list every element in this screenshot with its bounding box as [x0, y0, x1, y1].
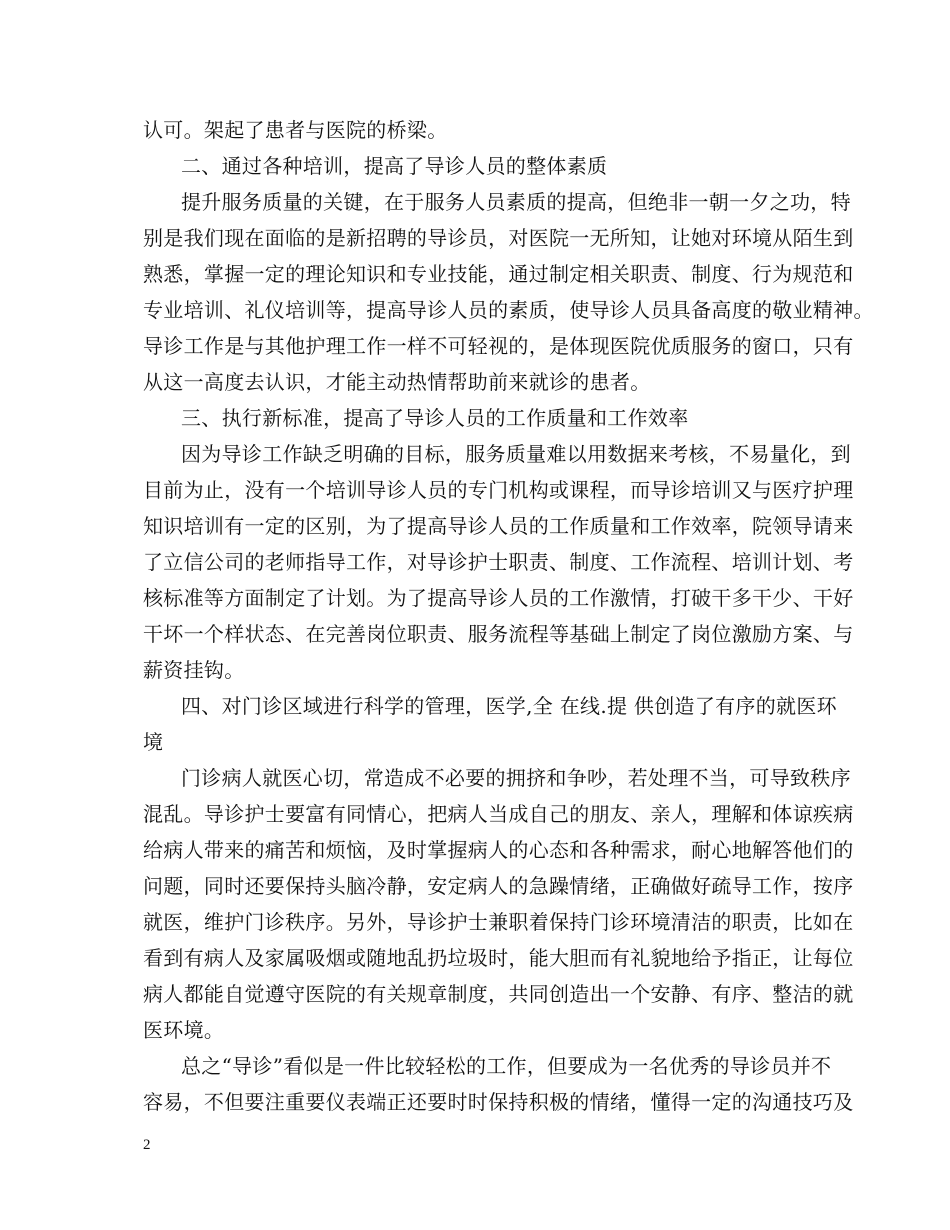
section-heading-2: 二、通过各种培训，提高了导诊人员的整体素质	[181, 154, 608, 178]
text-line: 容易，不但要注重要仪表端正还要时时保持积极的情绪，懂得一定的沟通技巧及	[143, 1090, 854, 1114]
text-line: 总之“导诊”看似是一件比较轻松的工作，但要成为一名优秀的导诊员并不	[181, 1054, 832, 1078]
text-line: 认可。架起了患者与医院的桥梁。	[143, 118, 448, 142]
text-line: 病人都能自觉遵守医院的有关规章制度，共同创造出一个安静、有序、整洁的就	[143, 982, 854, 1006]
text-line: 医环境。	[143, 1018, 225, 1042]
text-line: 给病人带来的痛苦和烦恼，及时掌握病人的心态和各种需求，耐心地解答他们的	[143, 838, 854, 862]
text-line: 别是我们现在面临的是新招聘的导诊员，对医院一无所知，让她对环境从陌生到	[143, 226, 854, 250]
text-line: 从这一高度去认识，才能主动热情帮助前来就诊的患者。	[143, 370, 651, 394]
text-line: 导诊工作是与其他护理工作一样不可轻视的，是体现医院优质服务的窗口，只有	[143, 334, 854, 358]
text-line: 因为导诊工作缺乏明确的目标，服务质量难以用数据来考核，不易量化，到	[181, 442, 851, 466]
text-line: 提升服务质量的关键，在于服务人员素质的提高，但绝非一朝一夕之功，特	[181, 190, 851, 214]
page-number: 2	[143, 1137, 151, 1153]
text-line: 就医，维护门诊秩序。另外，导诊护士兼职着保持门诊环境清洁的职责，比如在	[143, 910, 854, 934]
text-line: 核标准等方面制定了计划。为了提高导诊人员的工作激情，打破干多干少、干好	[143, 586, 854, 610]
text-line: 看到有病人及家属吸烟或随地乱扔垃圾时，能大胆而有礼貌地给予指正，让每位	[143, 946, 854, 970]
body-text	[143, 112, 874, 1120]
section-heading-4: 四、对门诊区域进行科学的管理，医学,全 在线.提 供创造了有序的就医环	[181, 694, 837, 718]
text-line: 目前为止，没有一个培训导诊人员的专门机构或课程，而导诊培训又与医疗护理	[143, 478, 854, 502]
text-line: 门诊病人就医心切，常造成不必要的拥挤和争吵，若处理不当，可导致秩序	[181, 766, 851, 790]
text-line: 混乱。导诊护士要富有同情心，把病人当成自己的朋友、亲人，理解和体谅疾病	[143, 802, 854, 826]
text-line: 薪资挂钩。	[143, 658, 245, 682]
text-line: 干坏一个样状态、在完善岗位职责、服务流程等基础上制定了岗位激励方案、与	[143, 622, 854, 646]
text-line: 问题，同时还要保持头脑冷静，安定病人的急躁情绪，正确做好疏导工作，按序	[143, 874, 854, 898]
text-line: 熟悉，掌握一定的理论知识和专业技能，通过制定相关职责、制度、行为规范和	[143, 262, 854, 286]
section-heading-3: 三、执行新标准，提高了导诊人员的工作质量和工作效率	[181, 406, 689, 430]
text-line: 专业培训、礼仪培训等，提高导诊人员的素质，使导诊人员具备高度的敬业精神。	[143, 298, 874, 322]
text-line: 境	[143, 730, 164, 754]
text-line: 了立信公司的老师指导工作，对导诊护士职责、制度、工作流程、培训计划、考	[143, 550, 854, 574]
text-line: 知识培训有一定的区别，为了提高导诊人员的工作质量和工作效率，院领导请来	[143, 514, 854, 538]
